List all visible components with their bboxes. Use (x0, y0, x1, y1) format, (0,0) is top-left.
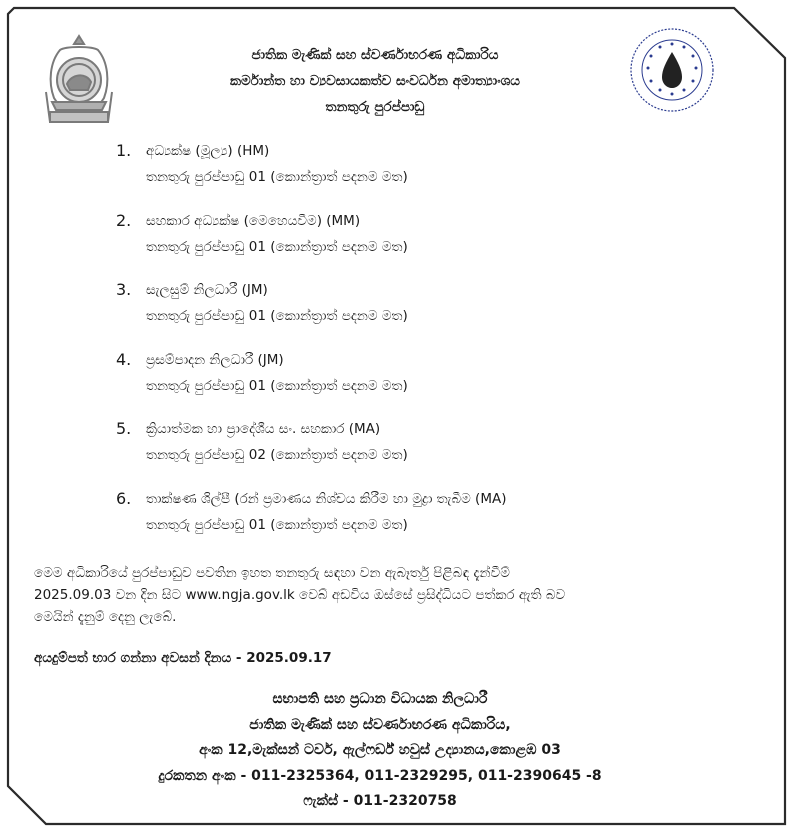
vacancy-title: සහකාර අධ්‍යක්ෂ (මෙහෙයවීම) (MM) (146, 212, 361, 229)
notice-paragraph (34, 562, 744, 628)
closing-date: අයදුම්පත් භාර ගන්නා අවසන් දිනය - 2025.09.17 (34, 650, 332, 666)
phone-numbers: දුරකතන අංක - 011-2325364, 011-2329295, 011-2390645 -8 (158, 767, 602, 784)
notice-line: 2025.09.03 වන දින සිට www.ngja.gov.lk වෙබ් අඩවිය ඔස්සේ ප්‍රසිද්ධියට පත්කර ඇති බව (34, 587, 566, 603)
address: අංක 12,මැක්සන් ටවර්, ඇල්ෆර්ඩ් හවුස් උද්‍යානය,කොළඹ 03 (199, 742, 561, 758)
notice-line: මෙම අධිකාරියේ පුරප්පාඩුව පවතින ඉහත තනතුරු සඳහා වන ඇබෑර්තු පිළිබඳ දැන්වීම් (34, 565, 510, 581)
ministry-name: කර්මාන්ත හා ව්‍යවසායකත්ව සංවර්ධන අමාත්‍යාංශය (230, 73, 520, 89)
vacancy-number: 6. (116, 488, 132, 508)
vacancy-item (116, 140, 736, 210)
authority-address-name: ජාතික මැණික් සහ ස්වර්ණාභරණ අධිකාරිය, (249, 716, 511, 733)
vacancy-title: ක්‍රියාත්මක හා ප්‍රාදේශීය සං. සහකාර (MA) (146, 421, 381, 437)
vacancy-item (116, 210, 736, 280)
vacancy-title: ප්‍රසම්පාදන නිලධාරී (JM) (146, 351, 284, 368)
vacancy-number: 2. (116, 210, 132, 230)
vacancy-title: අධ්‍යක්ෂ (මූල්‍ය) (HM) (146, 143, 270, 159)
vacancy-item (116, 279, 736, 349)
signatory-title: සභාපති සහ ප්‍රධාන විධායක නිලධාරී (272, 691, 488, 707)
notice-line: මෙයින් දැනුම් දෙනු ලැබේ. (34, 609, 177, 625)
notice-title: තනතුරු පුරප්පාඩු (325, 99, 425, 115)
vacancy-detail: තනතුරු පුරප්පාඩු 01 (කොන්ත්‍රාත් පදනම මත) (146, 516, 408, 533)
vacancy-detail: තනතුරු පුරප්පාඩු 01 (කොන්ත්‍රාත් පදනම මත) (146, 238, 408, 255)
vacancy-item (116, 349, 736, 419)
vacancy-number: 4. (116, 349, 132, 369)
vacancy-list (116, 140, 736, 557)
vacancy-detail: තනතුරු පුරප්පාඩු 01 (කොන්ත්‍රාත් පදනම මත) (146, 308, 408, 324)
authority-name: ජාතික මැණික් සහ ස්වර්ණාභරණ අධිකාරිය (251, 47, 499, 63)
vacancy-number: 1. (116, 141, 132, 160)
vacancy-detail: තනතුරු පුරප්පාඩු 01 (කොන්ත්‍රාත් පදනම මත) (146, 169, 408, 185)
vacancy-number: 5. (116, 419, 132, 438)
fax-number: ෆැක්ස් - 011-2320758 (303, 793, 457, 809)
national-emblem-icon (40, 32, 118, 128)
header (140, 42, 610, 120)
vacancy-detail: තනතුරු පුරප්පාඩු 02 (කොන්ත්‍රාත් පදනම මත) (146, 447, 408, 463)
contact-block (60, 687, 700, 815)
vacancy-number: 3. (116, 280, 132, 299)
vacancy-item (116, 488, 736, 558)
vacancy-title: සැලසුම් නිලධාරී (JM) (146, 282, 268, 298)
authority-seal-logo (628, 26, 716, 114)
vacancy-item (116, 418, 736, 488)
vacancy-detail: තනතුරු පුරප්පාඩු 01 (කොන්ත්‍රාත් පදනම මත) (146, 377, 408, 394)
vacancy-title: තාක්ෂණ ශිල්පී (රන් ප්‍රමාණය නිශ්චය කිරීම හා මුද්‍රා තැබීම (MA) (146, 490, 507, 507)
